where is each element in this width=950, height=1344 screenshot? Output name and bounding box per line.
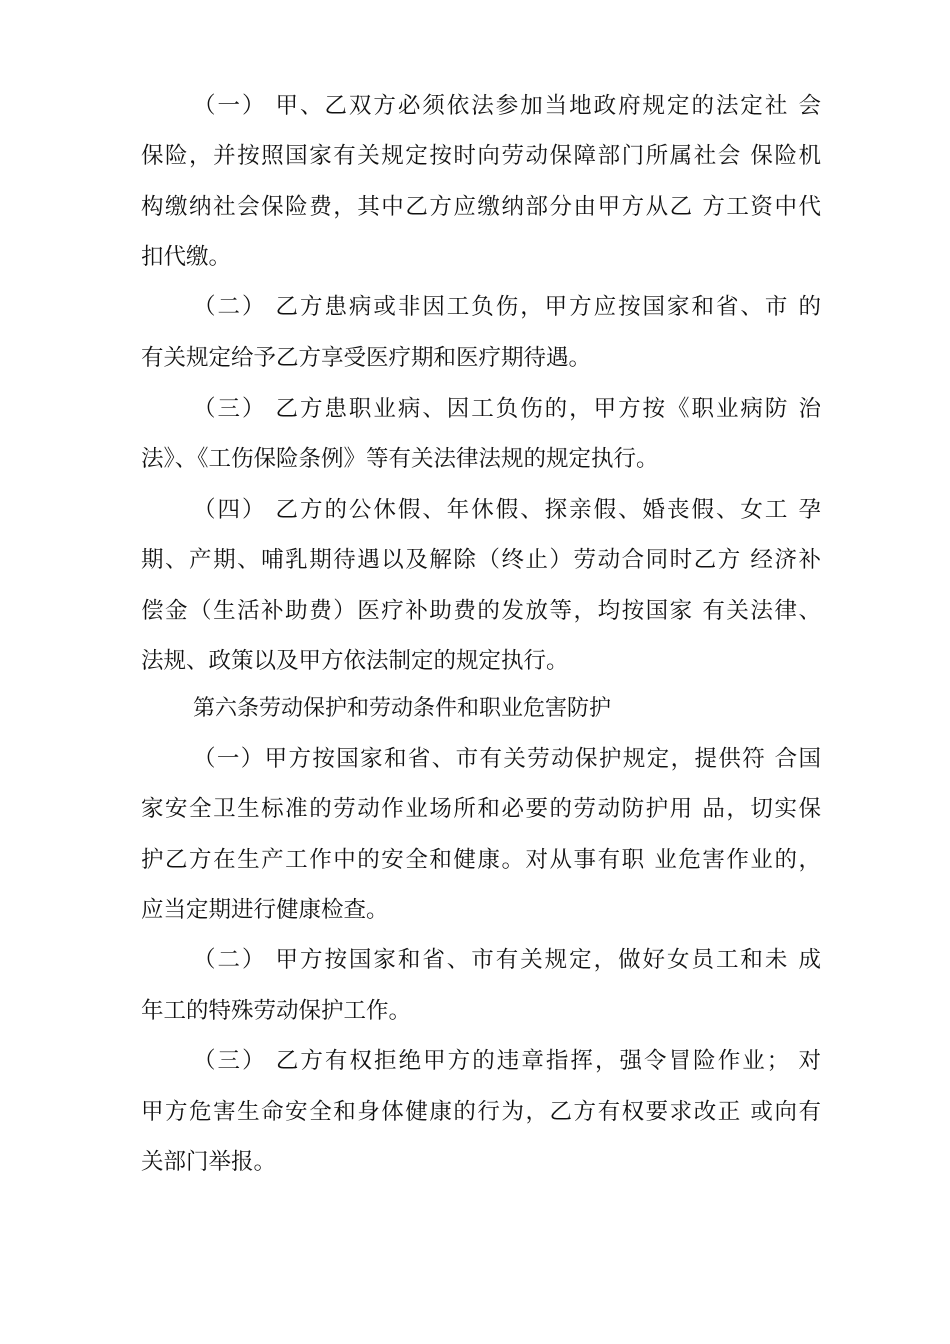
paragraph-6-line-1: （一）甲方按国家和省、市有关劳动保护规定，提供符 合国 <box>193 746 821 772</box>
paragraph-6-line-2: 家安全卫生标准的劳动作业场所和必要的劳动防护用 品，切实保 <box>141 796 821 822</box>
paragraph-1-line-4: 扣代缴。 <box>141 244 232 270</box>
paragraph-1-line-2: 保险，并按照国家有关规定按时向劳动保障部门所属社会 保险机 <box>141 143 821 169</box>
paragraph-2-line-2: 有关规定给予乙方享受医疗期和医疗期待遇。 <box>141 345 592 371</box>
paragraph-3-line-2: 法》、《工伤保险条例》等有关法律法规的规定执行。 <box>141 446 659 472</box>
paragraph-8-line-1: （三） 乙方有权拒绝甲方的违章指挥，强令冒险作业； 对 <box>193 1048 821 1074</box>
paragraph-8-line-3: 关部门举报。 <box>141 1149 277 1175</box>
paragraph-8-line-2: 甲方危害生命安全和身体健康的行为，乙方有权要求改正 或向有 <box>141 1099 821 1125</box>
paragraph-2-line-1: （二） 乙方患病或非因工负伤，甲方应按国家和省、市 的 <box>193 294 821 320</box>
paragraph-6-line-3: 护乙方在生产工作中的安全和健康。对从事有职 业危害作业的， <box>141 847 821 873</box>
section-heading-article-6: 第六条劳动保护和劳动条件和职业危害防护 <box>193 696 612 721</box>
paragraph-1-line-1: （一） 甲、乙双方必须依法参加当地政府规定的法定社 会 <box>193 93 821 119</box>
paragraph-3-line-1: （三） 乙方患职业病、因工负伤的，甲方按《职业病防 治 <box>193 396 821 422</box>
paragraph-4-line-3: 偿金（生活补助费）医疗补助费的发放等，均按国家 有关法律、 <box>141 598 821 624</box>
paragraph-1-line-3: 构缴纳社会保险费，其中乙方应缴纳部分由甲方从乙 方工资中代 <box>141 194 821 220</box>
paragraph-6-line-4: 应当定期进行健康检查。 <box>141 897 389 923</box>
paragraph-7-line-2: 年工的特殊劳动保护工作。 <box>141 998 412 1024</box>
paragraph-4-line-1: （四） 乙方的公休假、年休假、探亲假、婚丧假、女工 孕 <box>193 497 821 523</box>
paragraph-4-line-2: 期、产期、哺乳期待遇以及解除（终止）劳动合同时乙方 经济补 <box>141 547 821 573</box>
paragraph-4-line-4: 法规、政策以及甲方依法制定的规定执行。 <box>141 648 569 674</box>
paragraph-7-line-1: （二） 甲方按国家和省、市有关规定，做好女员工和未 成 <box>193 947 821 973</box>
